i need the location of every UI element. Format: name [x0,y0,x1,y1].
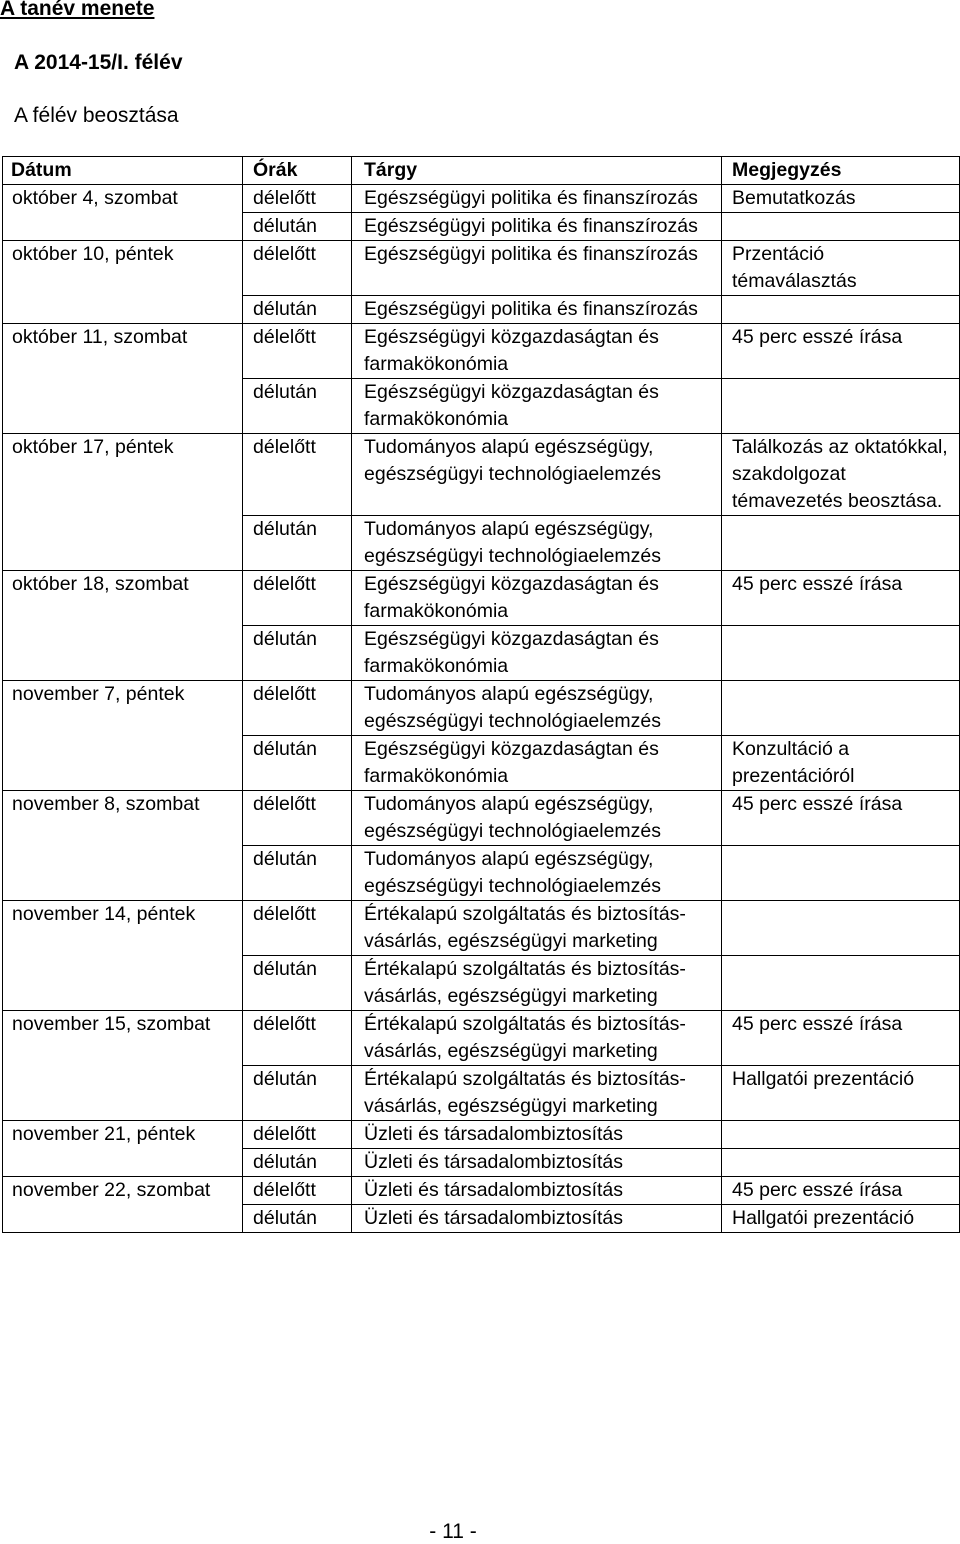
subject-cell: Üzleti és társadalombiztosítás [352,1121,722,1149]
date-cell: október 17, péntek [3,434,243,516]
note-cell [722,296,960,324]
subject-cell: Üzleti és társadalombiztosítás [352,1149,722,1177]
subject-cell: Egészségügyi közgazdaságtan és farmakökonómia [352,626,722,681]
subject-cell: Értékalapú szolgáltatás és biztosítás-vásárlás, egészségügyi marketing [352,1011,722,1066]
header-subject: Tárgy [352,157,722,185]
date-cell: október 18, szombat [3,571,243,626]
table-row [3,626,960,681]
date-cell: november 14, péntek [3,901,243,956]
table-row [3,213,960,241]
table-row [3,791,960,846]
date-cell [3,956,243,1011]
date-cell [3,1149,243,1177]
note-cell: Konzultáció a prezentációról [722,736,960,791]
table-row [3,379,960,434]
hours-cell: délelőtt [243,1011,352,1066]
table-row [3,1066,960,1121]
note-cell: 45 perc esszé írása [722,791,960,846]
date-cell: november 21, péntek [3,1121,243,1149]
table-row [3,571,960,626]
hours-cell: délután [243,736,352,791]
hours-cell: délelőtt [243,571,352,626]
date-cell [3,296,243,324]
date-cell [3,736,243,791]
date-cell [3,379,243,434]
header-date: Dátum [3,157,243,185]
semester-title: A 2014-15/I. félév [14,51,183,74]
hours-cell: délután [243,1066,352,1121]
table-row [3,241,960,296]
hours-cell: délután [243,846,352,901]
subject-cell: Értékalapú szolgáltatás és biztosítás-vásárlás, egészségügyi marketing [352,901,722,956]
table-row [3,681,960,736]
subject-cell: Értékalapú szolgáltatás és biztosítás-vásárlás, egészségügyi marketing [352,1066,722,1121]
note-cell [722,213,960,241]
hours-cell: délelőtt [243,901,352,956]
note-cell: Hallgatói prezentáció [722,1066,960,1121]
date-cell: október 4, szombat [3,185,243,213]
table-row [3,296,960,324]
subject-cell: Egészségügyi közgazdaságtan és farmakökonómia [352,324,722,379]
date-cell: október 10, péntek [3,241,243,296]
note-cell [722,956,960,1011]
date-cell: november 8, szombat [3,791,243,846]
date-cell [3,1066,243,1121]
hours-cell: délután [243,626,352,681]
table-header-row [3,157,960,185]
header-note: Megjegyzés [722,157,960,185]
note-cell: Bemutatkozás [722,185,960,213]
table-row [3,736,960,791]
hours-cell: délután [243,1149,352,1177]
subject-cell: Üzleti és társadalombiztosítás [352,1205,722,1233]
subject-cell: Tudományos alapú egészségügy, egészségügyi technológiaelemzés [352,434,722,516]
semester-subtitle: A félév beosztása [14,104,179,127]
hours-cell: délután [243,956,352,1011]
hours-cell: délelőtt [243,434,352,516]
date-cell [3,1205,243,1233]
header-hours: Órák [243,157,352,185]
subject-cell: Tudományos alapú egészségügy, egészségügyi technológiaelemzés [352,846,722,901]
table-row [3,185,960,213]
subject-cell: Tudományos alapú egészségügy, egészségügyi technológiaelemzés [352,516,722,571]
subject-cell: Egészségügyi közgazdaságtan és farmakökonómia [352,379,722,434]
subject-cell: Üzleti és társadalombiztosítás [352,1177,722,1205]
hours-cell: délután [243,296,352,324]
date-cell [3,846,243,901]
hours-cell: délelőtt [243,1177,352,1205]
note-cell [722,846,960,901]
schedule-table [2,156,960,1233]
subject-cell: Egészségügyi politika és finanszírozás [352,296,722,324]
subject-cell: Egészségügyi politika és finanszírozás [352,241,722,296]
hours-cell: délután [243,1205,352,1233]
note-cell [722,901,960,956]
note-cell: 45 perc esszé írása [722,324,960,379]
subject-cell: Egészségügyi politika és finanszírozás [352,213,722,241]
note-cell [722,1149,960,1177]
hours-cell: délelőtt [243,791,352,846]
hours-cell: délelőtt [243,681,352,736]
table-row [3,1177,960,1205]
table-row [3,846,960,901]
subject-cell: Egészségügyi politika és finanszírozás [352,185,722,213]
note-cell: 45 perc esszé írása [722,1177,960,1205]
table-row [3,1121,960,1149]
note-cell: 45 perc esszé írása [722,1011,960,1066]
note-cell [722,516,960,571]
note-cell: Przentáció témaválasztás [722,241,960,296]
table-row [3,901,960,956]
note-cell: Találkozás az oktatókkal, szakdolgozat témavezetés beosztása. [722,434,960,516]
table-row [3,434,960,516]
subject-cell: Értékalapú szolgáltatás és biztosítás-vásárlás, egészségügyi marketing [352,956,722,1011]
page-heading: A tanév menete [0,0,155,20]
note-cell [722,1121,960,1149]
date-cell: október 11, szombat [3,324,243,379]
date-cell: november 22, szombat [3,1177,243,1205]
table-row [3,324,960,379]
table-row [3,1205,960,1233]
date-cell: november 15, szombat [3,1011,243,1066]
date-cell [3,213,243,241]
date-cell [3,626,243,681]
hours-cell: délután [243,379,352,434]
subject-cell: Tudományos alapú egészségügy, egészségügyi technológiaelemzés [352,681,722,736]
note-cell: 45 perc esszé írása [722,571,960,626]
date-cell: november 7, péntek [3,681,243,736]
page-number: - 11 - [429,1520,477,1543]
subject-cell: Egészségügyi közgazdaságtan és farmakökonómia [352,571,722,626]
hours-cell: délelőtt [243,241,352,296]
note-cell [722,379,960,434]
hours-cell: délután [243,213,352,241]
table-row [3,1011,960,1066]
note-cell [722,626,960,681]
hours-cell: délelőtt [243,324,352,379]
hours-cell: délelőtt [243,185,352,213]
hours-cell: délután [243,516,352,571]
subject-cell: Tudományos alapú egészségügy, egészségügyi technológiaelemzés [352,791,722,846]
table-row [3,956,960,1011]
table-row [3,1149,960,1177]
note-cell [722,681,960,736]
table-row [3,516,960,571]
note-cell: Hallgatói prezentáció [722,1205,960,1233]
date-cell [3,516,243,571]
subject-cell: Egészségügyi közgazdaságtan és farmakökonómia [352,736,722,791]
hours-cell: délelőtt [243,1121,352,1149]
schedule-body [3,185,960,1233]
